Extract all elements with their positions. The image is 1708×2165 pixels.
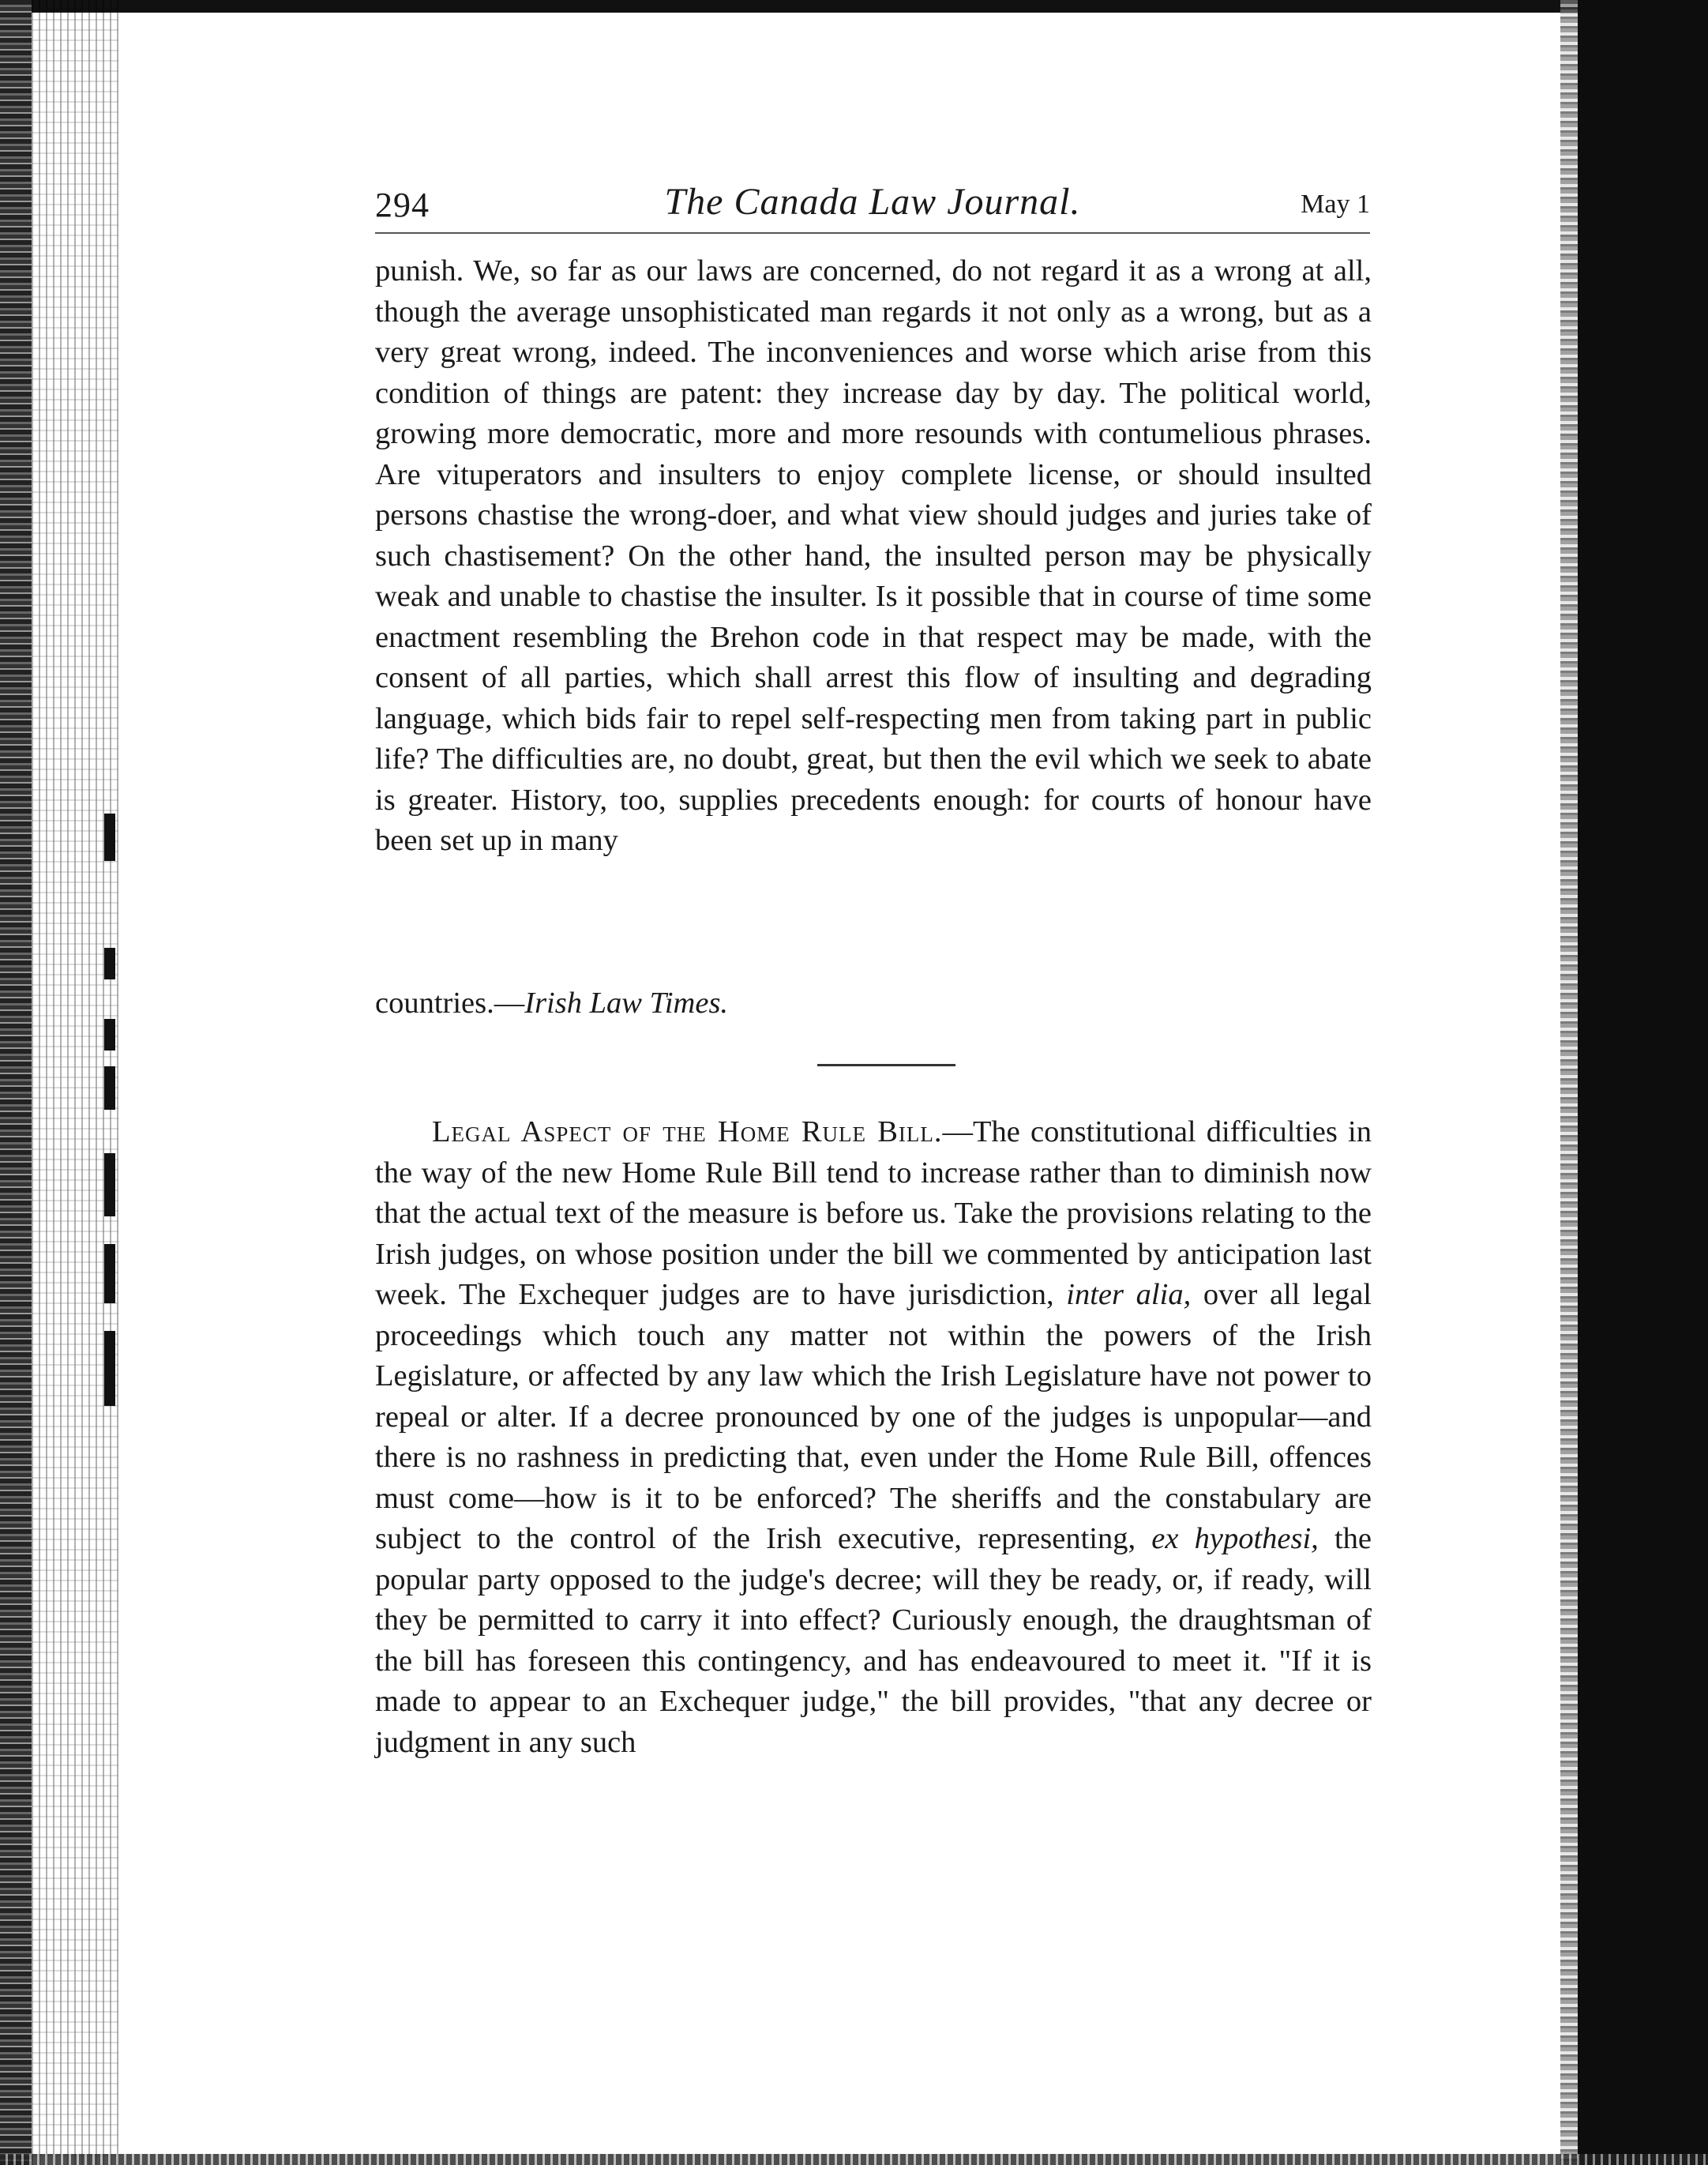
scan-border-bottom — [0, 2154, 1708, 2165]
issue-date: May 1 — [1301, 190, 1370, 219]
scan-border-right — [1578, 0, 1708, 2165]
article-text-1: —The constitutional difficulties in the way of the new Home Rule Bill tend to increase rather than to diminish now that the actual text of the measure is before us. Take the provisions relating to the Irish judges, on whose position under the bill we commented by anticipation last week. The Exchequer judges are to have jurisdiction, — [375, 1115, 1372, 1311]
article-text-2: over all legal proceedings which touch any matter not within the powers of the Irish Legislature, or affected by any law which the Irish Legislature have not power to repeal or alter. If a decree pronounced by one of the judges is unpopular—and there is no rashness in predicting that, even under the Home Rule Bill, offences must come—how is it to be enforced? The sheriffs and the constabulary are subject to the control of the Irish executive, representing, — [375, 1278, 1372, 1555]
page-number: 294 — [375, 186, 430, 224]
scan-border-top — [0, 0, 1708, 13]
source-title: Irish Law Times. — [524, 987, 729, 1020]
latin-phrase-inter-alia: inter alia, — [1066, 1278, 1192, 1311]
home-rule-article-paragraph — [375, 1112, 1372, 1763]
running-head — [375, 180, 1370, 227]
source-lead-text: countries.— — [375, 987, 525, 1020]
header-rule — [375, 232, 1370, 234]
journal-title: The Canada Law Journal. — [664, 181, 1081, 223]
margin-binding-marks — [104, 814, 136, 1414]
scan-page-edge-right — [1560, 0, 1578, 2165]
article-text-3: the popular party opposed to the judge's decree; will they be ready, or, if ready, will they be permitted to carry it into effect? Curiously enough, the draughtsman of the bill has foreseen this contingency, and has endeavoured to meet it. "If it is made to appear to an Exchequer judge," the bill provides, "that any decree or judgment in any such — [375, 1522, 1372, 1759]
article-heading: Legal Aspect of the Home Rule Bill. — [432, 1115, 943, 1148]
scan-border-left — [0, 0, 32, 2165]
article-source-line — [375, 983, 728, 1024]
article-continuation-text: punish. We, so far as our laws are concerned, do not regard it as a wrong at all, though the average unsophisticated man regards it not only as a wrong, but as a very great wrong, indeed. The inconveniences and worse which arise from this condition of things are patent: they increase day by day. The political world, growing more democratic, more and more resounds with contumelious phrases. Are vituperators and insulters to enjoy complete license, or should insulted persons chastise the wrong-doer, and what view should judges and juries take of such chastisement? On the other hand, the insulted person may be physically weak and unable to chastise the insulter. Is it possible that in course of time some enactment resembling the Brehon code in that respect may be made, with the consent of all parties, which shall arrest this flow of insulting and degrading language, which bids fair to repel self-respecting men from taking part in public life? The difficulties are, no doubt, great, but then the evil which we seek to abate is greater. History, too, supplies precedents enough: for courts of honour have been set up in many — [375, 254, 1372, 857]
section-divider — [817, 1064, 955, 1066]
article-continuation-paragraph — [375, 251, 1372, 862]
latin-phrase-ex-hypothesi: ex hypothesi, — [1151, 1522, 1319, 1555]
